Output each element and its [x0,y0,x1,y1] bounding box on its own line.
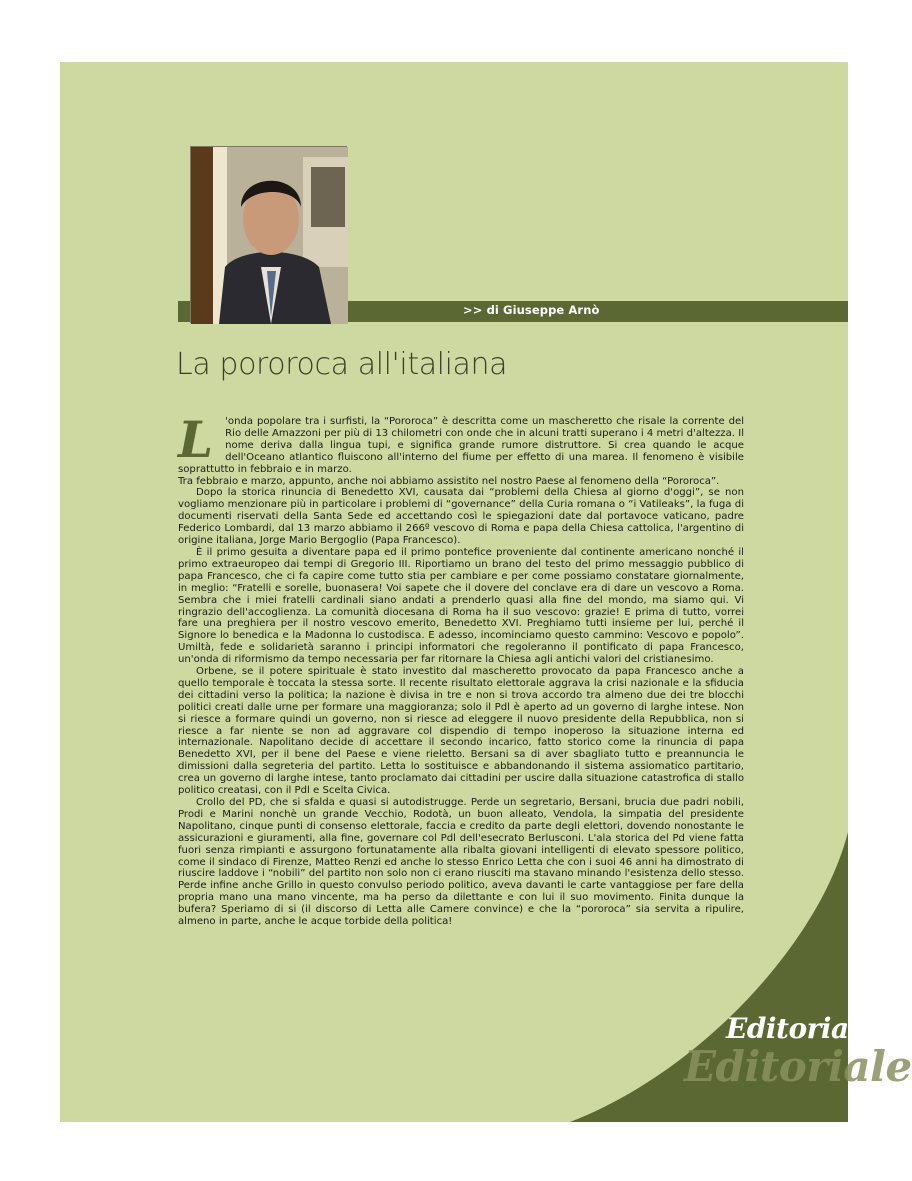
section-label: Editoriale [726,1012,877,1045]
paragraph: Dopo la storica rinuncia di Benedetto XVI, causata dai “problemi della Chiesa al giorno d'oggi”, se non vogliamo menzionare più in particolare i problemi di “governance” della Curia romana o “i Vatileaks”, la fuga di documenti riservati della Santa Sede ed accettando così le spiegazioni date dal portavoce vaticano, padre Federico Lombardi, dal 13 marzo abbiamo il 266º vescovo di Roma e papa della Chiesa cattolica, l'argentino di origine italiana, Jorge Mario Bergoglio (Papa Francesco). [178,487,744,547]
paragraph: Tra febbraio e marzo, appunto, anche noi abbiamo assistito nel nostro Paese al fenomeno della “Pororoca”. [178,475,720,487]
byline: >> di Giuseppe Arnò [463,303,600,317]
article-title: La pororoca all'italiana [176,347,508,382]
article-body [178,410,744,928]
paragraph-text: 'onda popolare tra i surfisti, la “Pororoca” è descritta come un mascheretto che risale la corrente del Rio delle Amazzoni per più di 13 chilometri con onde che in alcuni tratti superano i 4 metri d'altezza. Il nome deriva dalla lingua tupi, e significa grande rumore distruttore. Si crea quando le acque dell'Oceano atlantico fluiscono all'interno del fiume per effetto di una marea. Il fenomeno è visibile soprattutto in febbraio e in marzo. [178,416,744,475]
page [60,62,912,1122]
paragraph: È il primo gesuita a diventare papa ed il primo pontefice proveniente dal continente americano nonché il primo extraeuropeo dai tempi di Gregorio III. Riportiamo un brano del testo del primo messaggio pubblico di papa Francesco, che ci fa capire come tutto stia per cambiare e per come possiamo constatare giornalmente, in meglio: “Fratelli e sorelle, buonasera! Voi sapete che il dovere del conclave era di dare un vescovo a Roma. Sembra che i miei fratelli cardinali siano andati a prenderlo quasi alla fine del mondo, ma siamo qui. Vi ringrazio dell'accoglienza. La comunità diocesana di Roma ha il suo vescovo: grazie! E prima di tutto, vorrei fare una preghiera per il nostro vescovo emerito, Benedetto XVI. Preghiamo tutti insieme per lui, perché il Signore lo benedica e la Madonna lo custodisca. E adesso, incominciamo questo cammino: Vescovo e popolo”. Umiltà, fede e solidarietà saranno i principi informatori che regoleranno il pontificato di papa Francesco, un'onda di riformismo da tempo necessaria per far ritornare la Chiesa agli antichi valori del cristianesimo. [178,546,744,666]
section-label-shadow: Editoriale [684,1042,912,1091]
author-photo [190,146,347,323]
paragraph: Orbene, se il potere spirituale è stato investito dal mascheretto provocato da papa Francesco anche a quello temporale è toccata la stessa sorte. Il recente risultato elettorale aggrava la crisi nazionale e la sfiducia dei cittadini verso la politica; la nazione è divisa in tre e non si trova accordo tra almeno due dei tre blocchi politici creati dalle urne per formare una maggioranza; solo il Pdl è aperto ad un governo di larghe intese. Non si riesce a formare quindi un governo, non si riesce ad eleggere il nuovo presidente della Repubblica, non si riesce a far niente se non ad aggravare col dispendio di tempo inoperoso la situazione interna ed internazionale. Napolitano decide di accettare il secondo incarico, fatto storico come la rinuncia di papa Benedetto XVI, per il bene del Paese e viene rieletto. Bersani sa di aver sbagliato tutto e preannuncia le dimissioni dalla segreteria del partito. Letta lo sostituisce e abbandonando il sistema assiomatico partitario, crea un governo di larghe intese, tanto proclamato dai cittadini per uscire dalla situazione catastrofica di stallo politico creatasi, con il Pdl e Scelta Civica. [178,666,744,797]
dropcap: L [178,410,214,469]
paragraph: Crollo del PD, che si sfalda e quasi si autodistrugge. Perde un segretario, Bersani, brucia due padri nobili, Prodi e Marini nonchè un grande Vecchio, Rodotà, un buon alleato, Vendola, la simpatia del presidente Napolitano, cinque punti di consenso elettorale, faccia e credito da parte degli elettori, dovendo nonostante le assicurazioni e giuramenti, alla fine, governare col Pdl dell'esecrato Berlusconi. L'ala storica del Pd viene fatta fuori senza rimpianti e assurgono fortunatamente alla ribalta giovani intelligenti di elevato spessore politico, come il sindaco di Firenze, Matteo Renzi ed anche lo stesso Enrico Letta che con i suoi 46 anni ha dimostrato di riuscire laddove i “nobili” del partito non solo non ci erano riusciti ma stavano minando l'esistenza dello stesso. Perde infine anche Grillo in questo convulso periodo politico, aveva davanti le carte vantaggiose per fare della propria mano una mano vincente, ma ha perso da dilettante e con lui il suo movimento. Finita dunque la bufera? Speriamo di si (il discorso di Letta alle Camere convince) e che la “pororoca” sia servita a ripulire, almeno in parte, anche le acque torbide della politica! [178,797,744,928]
paragraph [178,410,744,476]
